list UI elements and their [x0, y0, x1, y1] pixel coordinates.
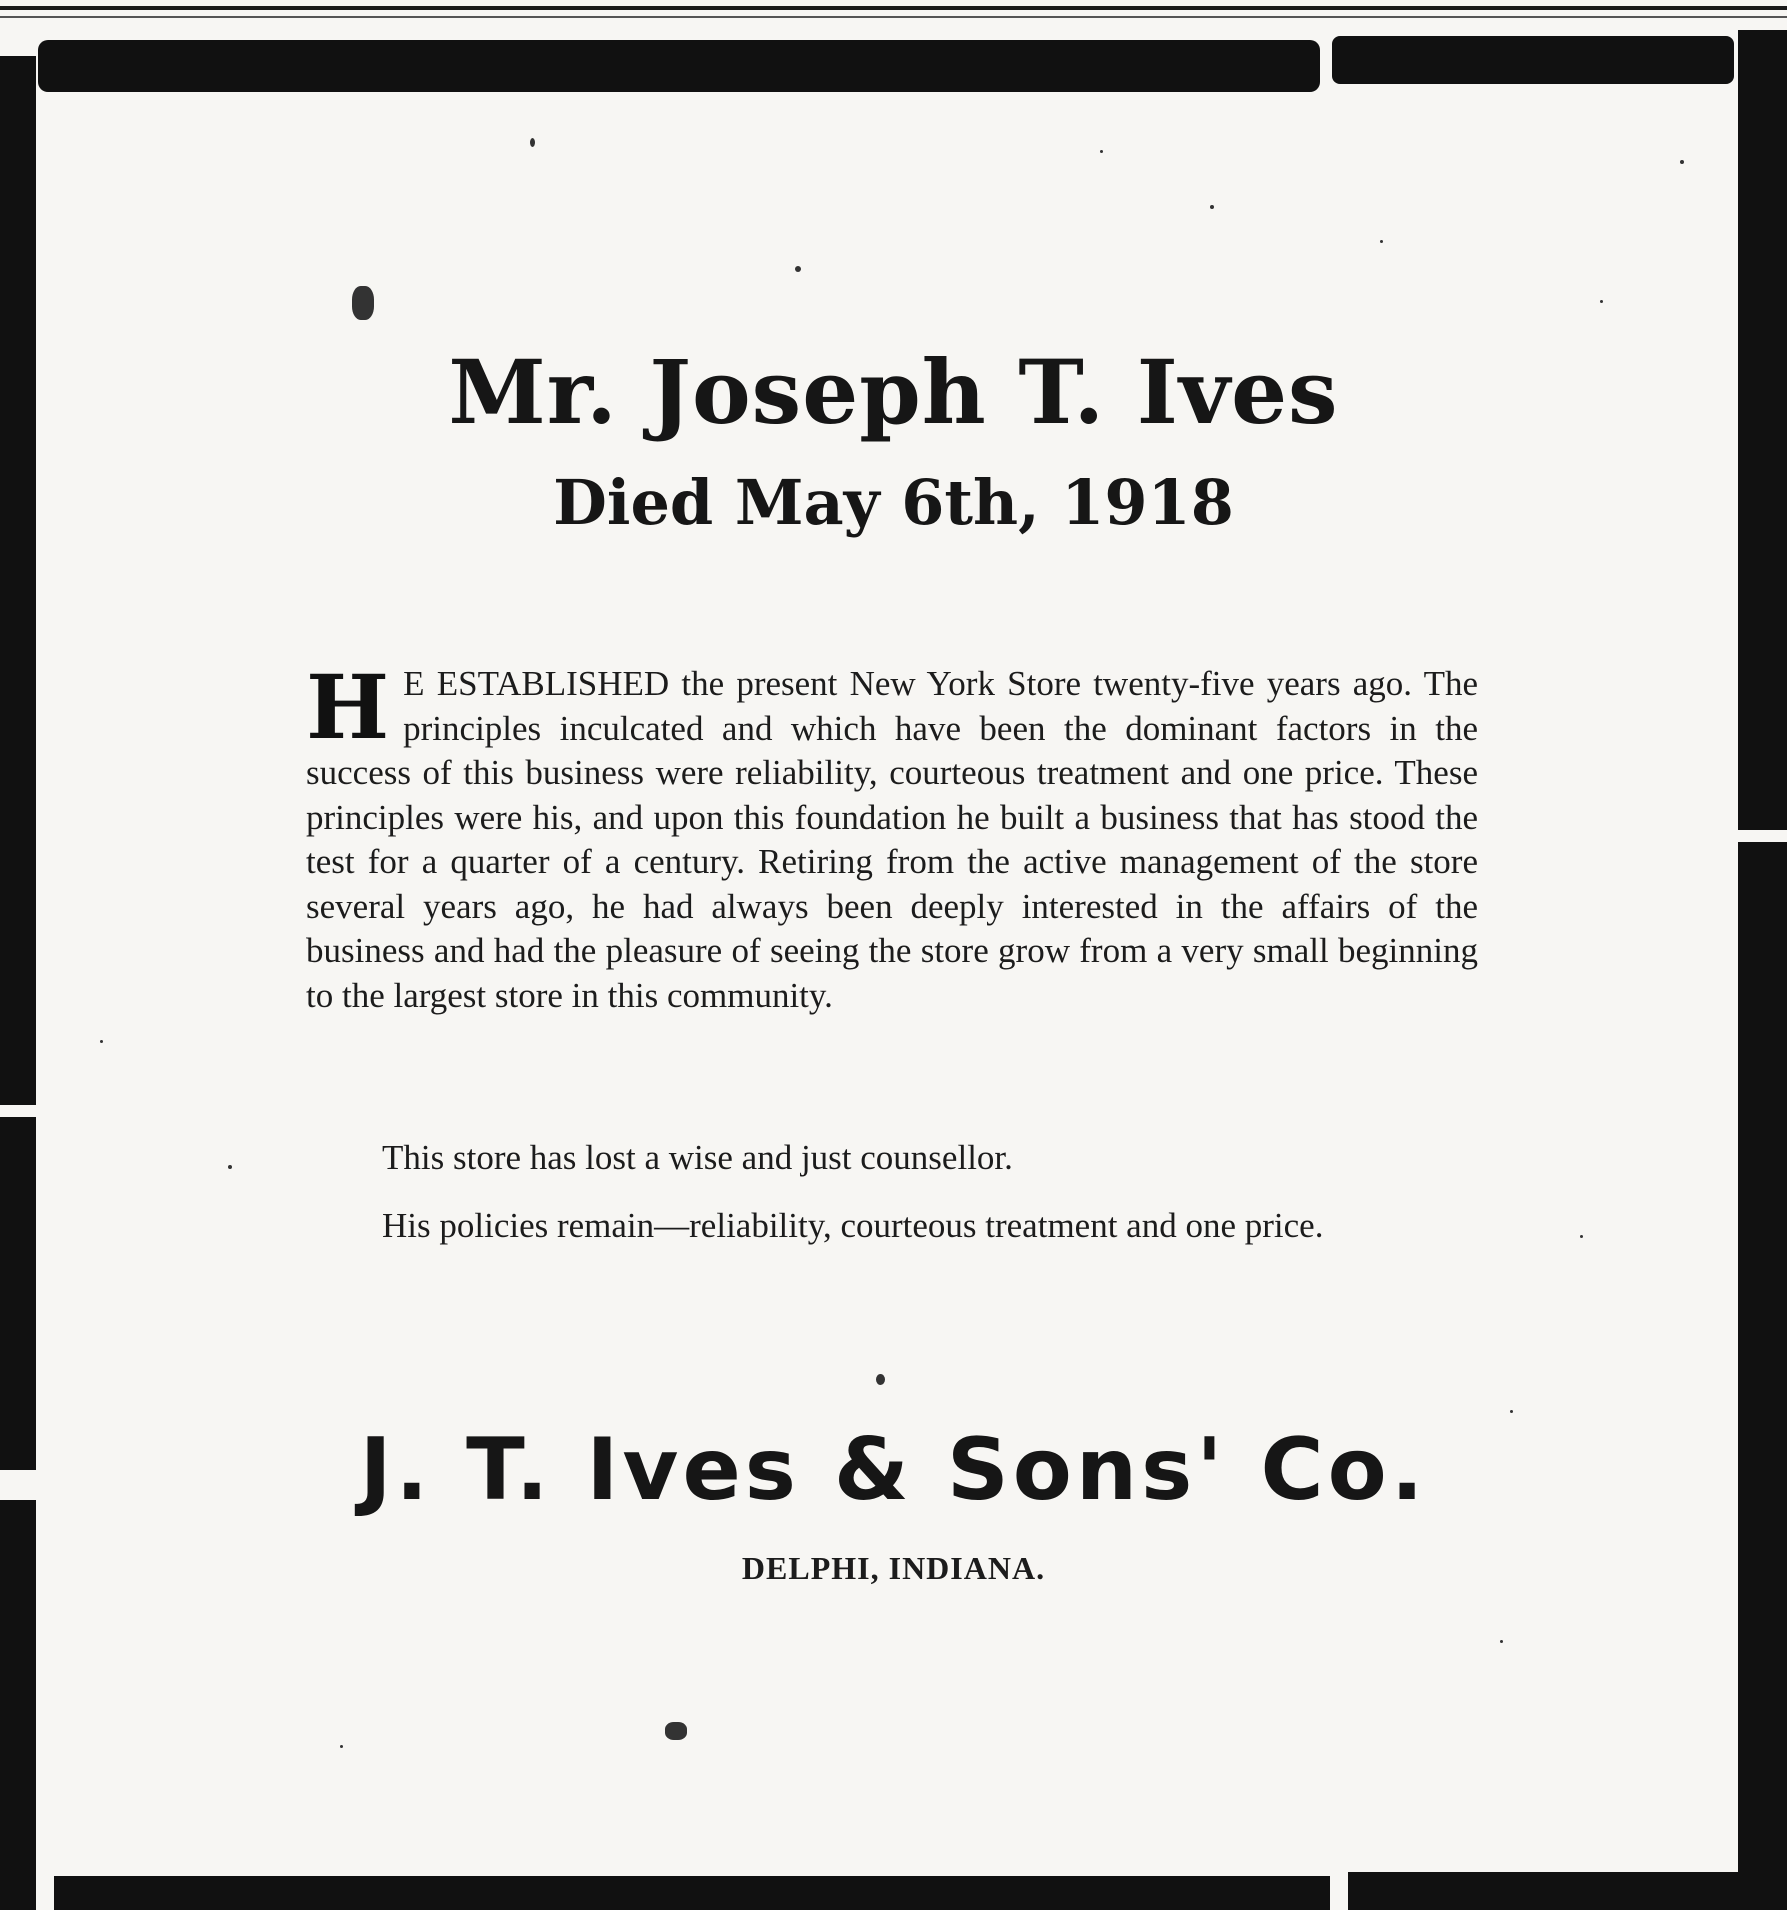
ink-dot	[1210, 205, 1214, 209]
body-paragraph-3: His policies remain—reliability, courteous treatment and one price.	[382, 1206, 1324, 1245]
ink-dot	[100, 1040, 103, 1043]
ink-dot	[1500, 1640, 1503, 1643]
border-bottom-right	[1348, 1872, 1746, 1910]
border-top-right	[1332, 36, 1734, 84]
border-right-gap	[1738, 830, 1787, 842]
ink-dot	[1380, 240, 1383, 243]
ink-dot	[530, 138, 535, 147]
ink-dot	[795, 266, 801, 272]
border-left	[0, 56, 36, 1910]
ink-dot	[228, 1165, 232, 1169]
border-top-left	[38, 40, 1320, 92]
border-right	[1738, 30, 1787, 1910]
ink-dot	[1680, 160, 1684, 164]
border-left-gap	[0, 1105, 36, 1117]
firm-name: J. T. Ives & Sons' Co.	[359, 1420, 1428, 1520]
ink-blot	[665, 1722, 687, 1740]
ink-dot	[1600, 300, 1603, 303]
paragraph-1-text: E ESTABLISHED the present New York Store twenty-five years ago. The principles inculcated and which have been the dominant factors in the success of this business were reliability, courteous treatment and one price. These principles were his, and upon this foundation he built a business that has stood the test for a quarter of a century. Retiring from the active management of the store several years ago, he had always been deeply interested in the affairs of the business and had the pleasure of seeing the store grow from a very small beginning to the largest store in this community.	[306, 664, 1478, 1015]
notice-subtitle: Died May 6th, 1918	[553, 466, 1234, 539]
drop-cap: H	[306, 655, 390, 759]
firm-location: DELPHI, INDIANA.	[741, 1550, 1046, 1586]
ink-blot	[352, 286, 374, 320]
ink-dot	[876, 1374, 885, 1385]
top-rule-thin	[0, 16, 1787, 18]
ink-dot	[1510, 1410, 1513, 1413]
top-rule	[0, 6, 1787, 10]
body-paragraph-1	[306, 655, 1478, 1018]
body-paragraph-2: This store has lost a wise and just counsellor.	[382, 1138, 1013, 1177]
ink-dot	[1100, 150, 1103, 153]
ink-dot	[340, 1745, 343, 1748]
border-bottom-left	[54, 1876, 1330, 1910]
notice-title: Mr. Joseph T. Ives	[448, 340, 1339, 444]
ink-dot	[1580, 1235, 1583, 1238]
